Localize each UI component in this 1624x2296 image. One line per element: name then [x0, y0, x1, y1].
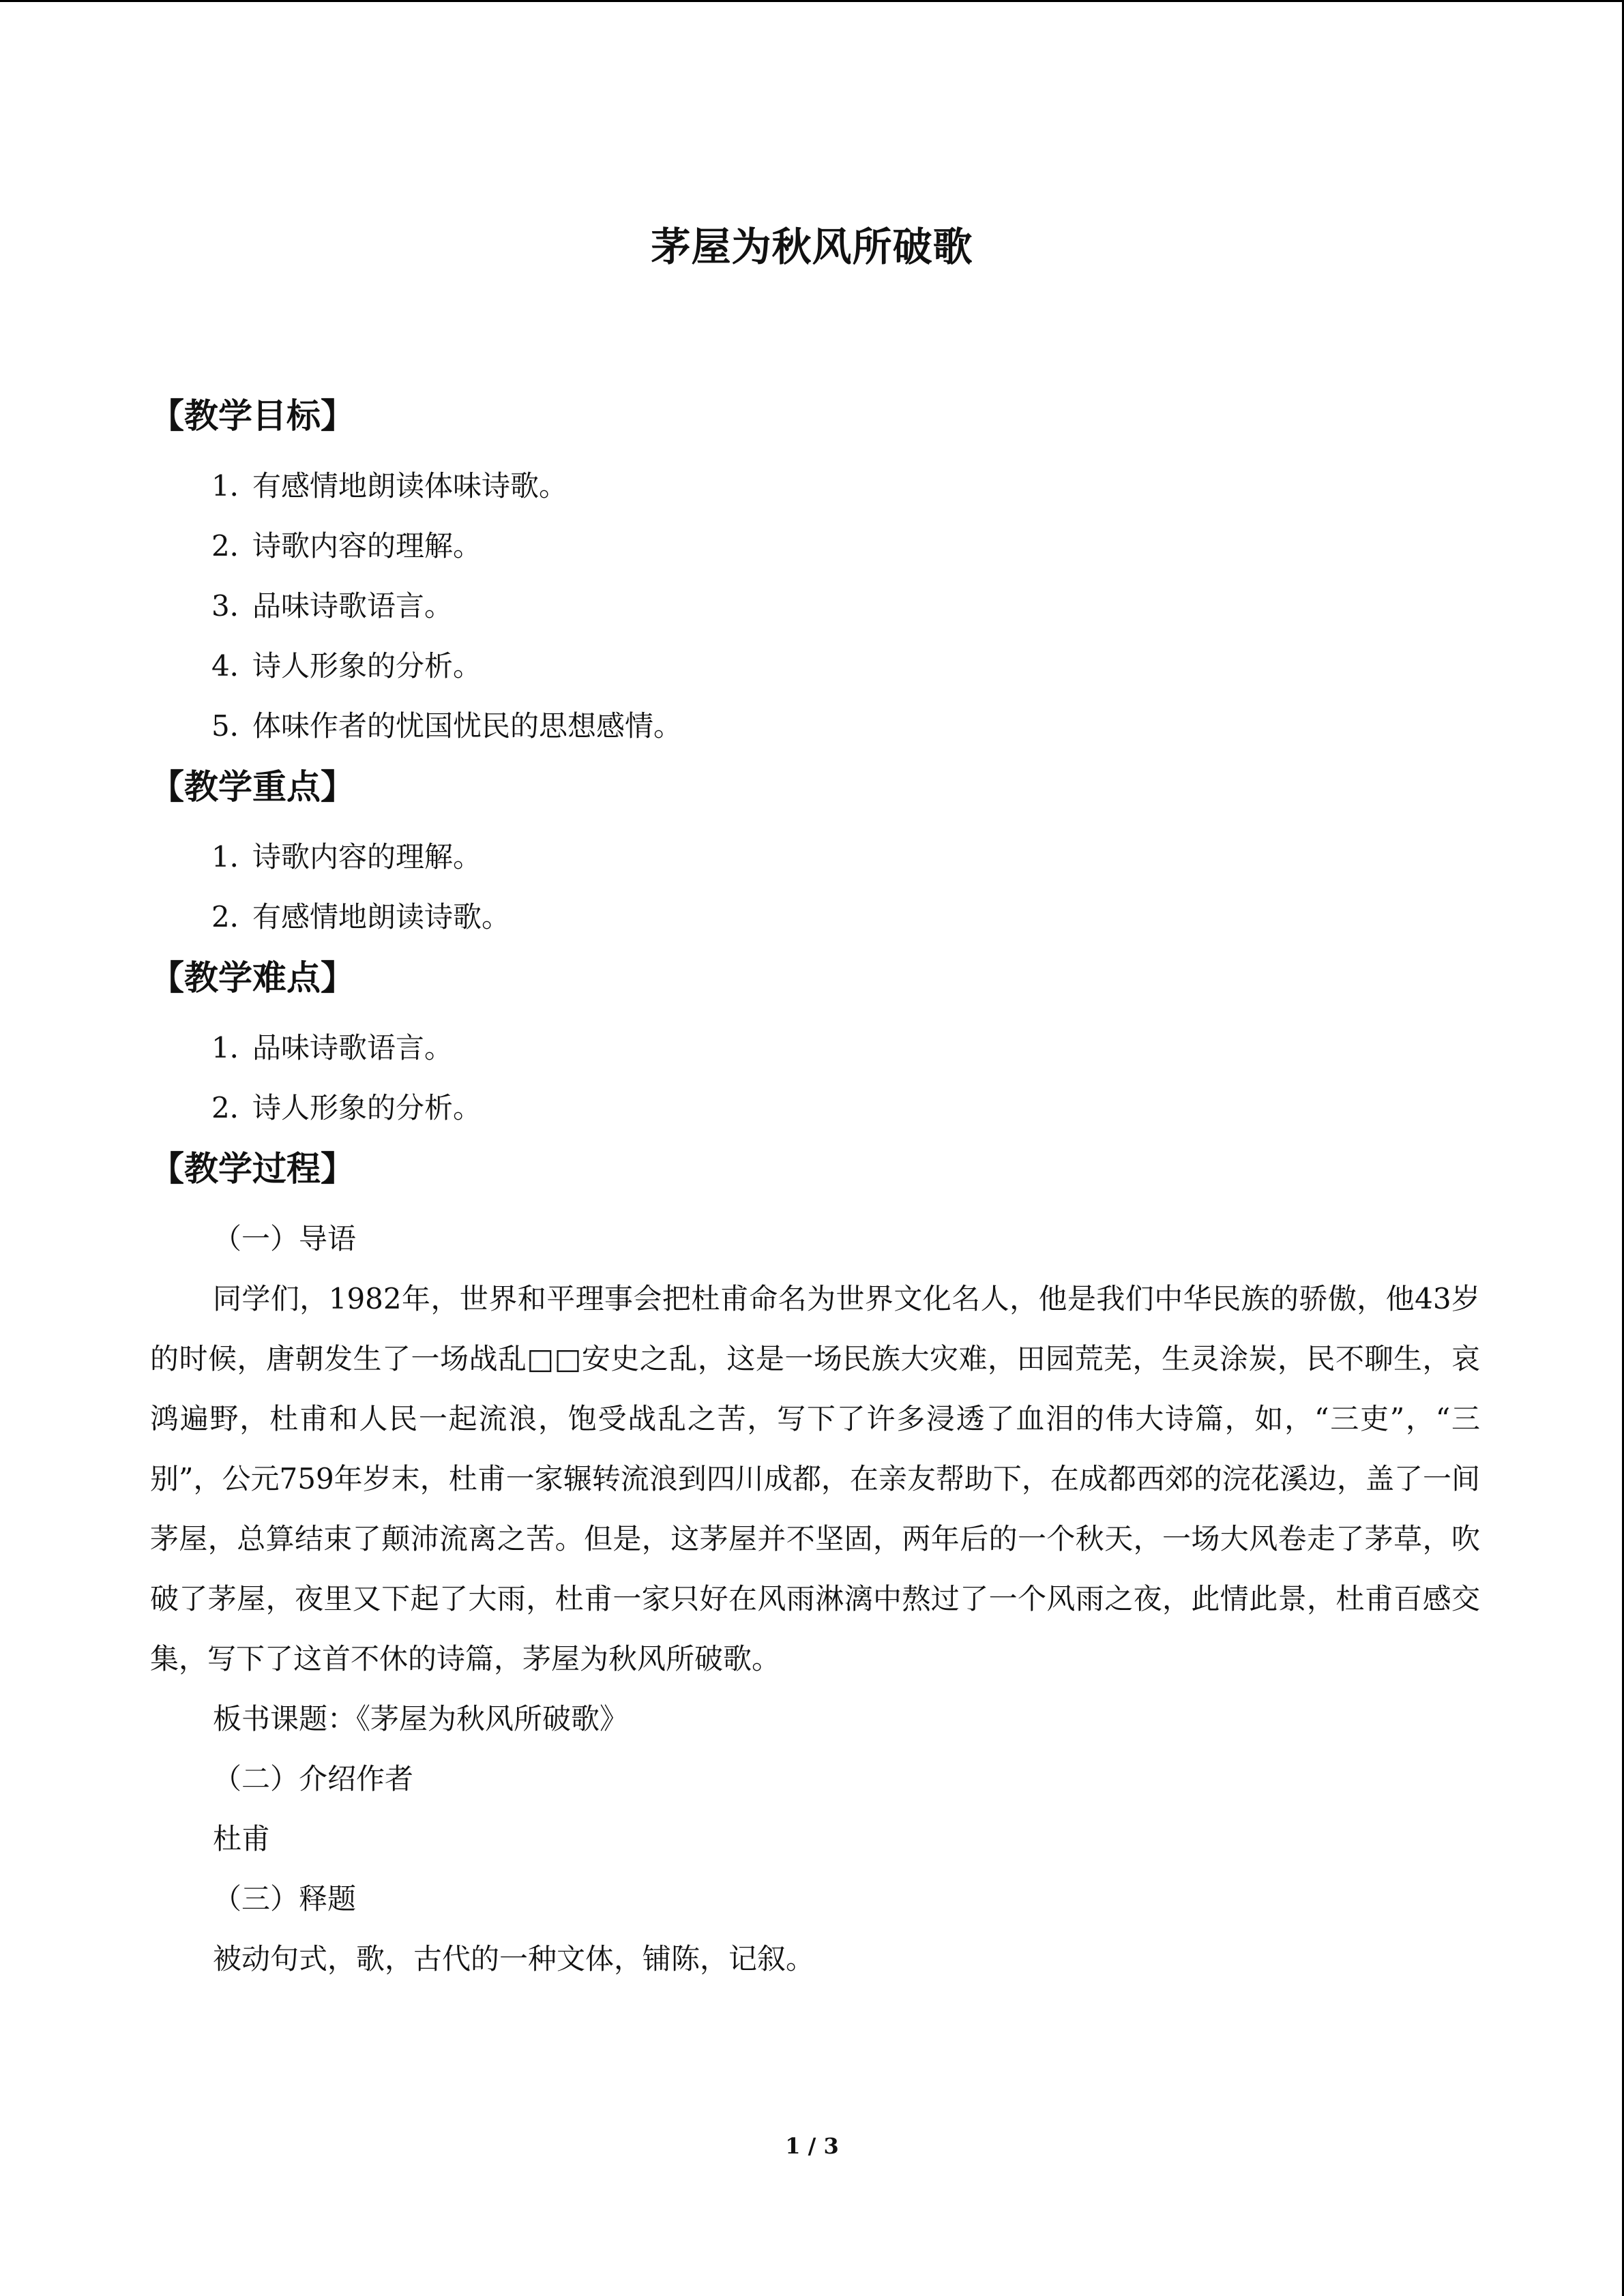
list-item	[150, 1078, 1480, 1138]
section-heading-key-points: 【教学重点】	[150, 767, 355, 807]
list-item-number: 1．	[211, 469, 259, 503]
list-item-text: 诗人形象的分析。	[252, 649, 482, 683]
intro-paragraph: 同学们，1982年，世界和平理事会把杜甫命名为世界文化名人，他是我们中华民族的骄傲，他43岁的时候，唐朝发生了一场战乱□□安史之乱，这是一场民族大灾难，田园荒芜，生灵涂炭，民不聊生，哀鸿遍野，杜甫和人民一起流浪，饱受战乱之苦，写下了许多浸透了血泪的伟大诗篇，如，“三吏”，“三别”，公元759年岁末，杜甫一家辗转流浪到四川成都，在亲友帮助下，在成都西郊的浣花溪边，盖了一间茅屋，总算结束了颠沛流离之苦。但是，这茅屋并不坚固，两年后的一个秋天，一场大风卷走了茅草，吹破了茅屋，夜里又下起了大雨，杜甫一家只好在风雨淋漓中熬过了一个风雨之夜，此情此景，杜甫百感交集，写下了这首不休的诗篇，茅屋为秋风所破歌。	[150, 1282, 1480, 1675]
list-item	[150, 516, 1480, 576]
author-name: 杜甫	[213, 1822, 271, 1855]
board-title-line: 板书课题：《茅屋为秋风所破歌》	[213, 1702, 629, 1735]
section-heading-objectives: 【教学目标】	[150, 396, 355, 436]
subsection-label-author: （二）介绍作者	[213, 1762, 414, 1795]
list-item	[150, 636, 1480, 696]
list-item-number: 1．	[211, 840, 259, 874]
list-item-text: 品味诗歌语言。	[252, 589, 454, 623]
section-heading-process: 【教学过程】	[150, 1149, 355, 1189]
page-number: 1 / 3	[785, 2133, 839, 2159]
list-item-text: 诗歌内容的理解。	[252, 840, 482, 874]
list-item-text: 体味作者的忧国忧民的思想感情。	[252, 709, 683, 743]
list-item	[150, 887, 1480, 947]
list-item-text: 品味诗歌语言。	[252, 1031, 454, 1064]
list-item-number: 2．	[211, 1091, 259, 1124]
list-item-text: 诗歌内容的理解。	[252, 529, 482, 563]
list-item	[150, 1018, 1480, 1078]
subsection-label-title: （三）释题	[213, 1882, 357, 1915]
list-item-number: 3．	[211, 589, 259, 623]
list-item-number: 1．	[211, 1031, 259, 1064]
list-item-text: 有感情地朗读诗歌。	[252, 900, 511, 934]
list-item-number: 5．	[211, 709, 259, 743]
list-item-number: 4．	[211, 649, 259, 683]
list-item	[150, 827, 1480, 887]
list-item-number: 2．	[211, 900, 259, 934]
list-item	[150, 456, 1480, 516]
subsection-label-intro: （一）导语	[213, 1222, 357, 1255]
list-item	[150, 696, 1480, 756]
list-item-text: 有感情地朗读体味诗歌。	[252, 469, 568, 503]
document-body	[150, 385, 1480, 1989]
list-item-text: 诗人形象的分析。	[252, 1091, 482, 1124]
title-explanation: 被动句式，歌，古代的一种文体，铺陈，记叙。	[213, 1942, 815, 1976]
list-item	[150, 576, 1480, 636]
list-item-number: 2．	[211, 529, 259, 563]
document-title: 茅屋为秋风所破歌	[651, 224, 973, 270]
section-heading-difficulties: 【教学难点】	[150, 958, 355, 998]
